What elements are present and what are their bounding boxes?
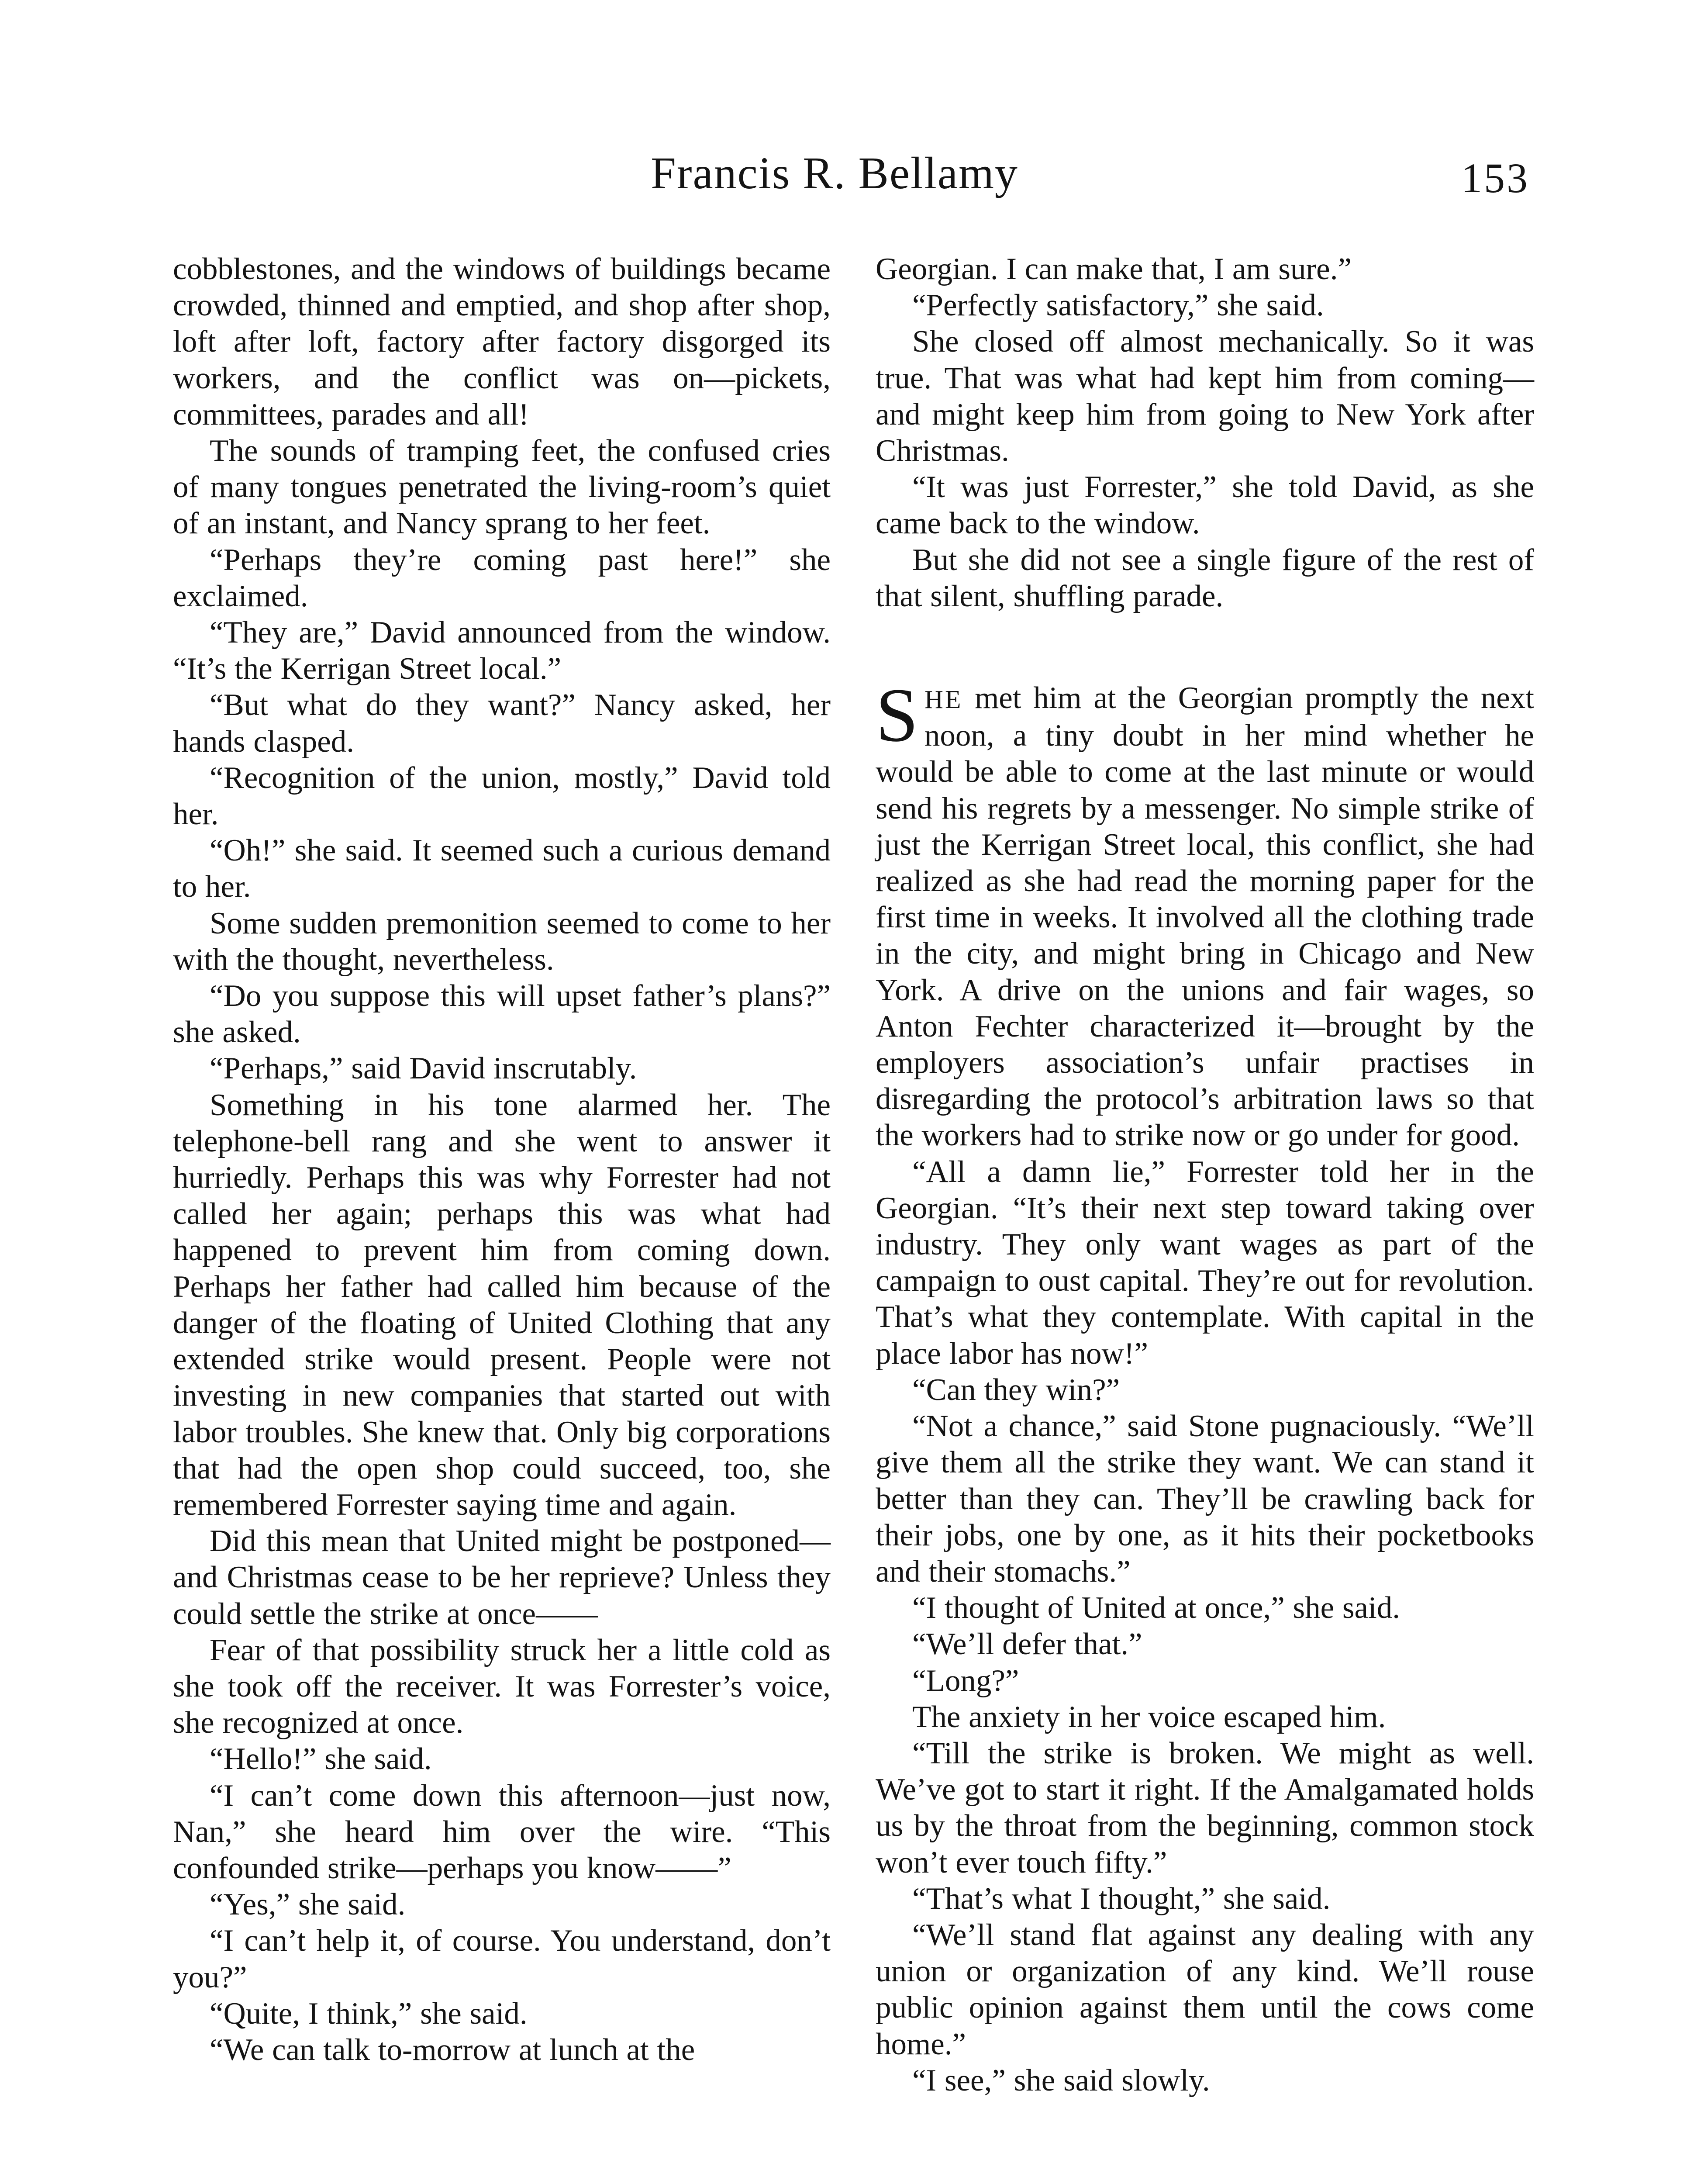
paragraph: “I thought of United at once,” she said. [912,1591,1400,1625]
paragraph: “Quite, I think,” she said. [210,1996,528,2031]
paragraph: “We’ll defer that.” [912,1627,1142,1662]
left-column [173,251,831,2068]
paragraph: Something in his tone alarmed her. The telephone-bell rang and she went to answer it hurriedly. Perhaps this was why Forrester had not called her again; perhaps this was what had happened to prevent him from coming down. Perhaps her father had called him because of the danger of the floating of United Clothing that any extended strike would present. People were not investing in new companies that started out with labor troubles. She knew that. Only big corporations that had the open shop could succeed, too, she remembered Forrester saying time and again. [173,1088,831,1522]
paragraph: “Till the strike is broken. We might as well. We’ve got to start it right. If the Amalgamated holds us by the throat from the beginning, common stock won’t ever touch fifty.” [876,1736,1534,1880]
paragraph: “It was just Forrester,” she told David, as she came back to the window. [876,470,1534,541]
page-number: 153 [1461,155,1529,201]
paragraph: “They are,” David announced from the window. “It’s the Kerrigan Street local.” [173,615,831,686]
paragraph: “Perhaps,” said David inscrutably. [210,1051,637,1086]
paragraph: The sounds of tramping feet, the confused cries of many tongues penetrated the living-room’s quiet of an instant, and Nancy sprang to her feet. [173,434,831,541]
paragraph: “Hello!” she said. [210,1742,432,1776]
paragraph: Georgian. I can make that, I am sure.” [876,252,1352,286]
paragraph: cobblestones, and the windows of buildings became crowded, thinned and emptied, and shop after shop, loft after loft, factory after factory disgorged its workers, and the conflict was on—pickets, committees, parades and all! [173,252,831,432]
paragraph: “I see,” she said slowly. [912,2063,1210,2098]
paragraph: “Perfectly satisfactory,” she said. [912,288,1324,323]
paragraph: “Do you suppose this will upset father’s plans?” she asked. [173,979,831,1050]
paragraph: “Yes,” she said. [210,1887,406,1922]
paragraph: Did this mean that United might be postponed—and Christmas cease to be her reprieve? Unless they could settle the strike at once—— [173,1524,831,1631]
section-opening-text: met him at the Georgian promptly the next noon, a tiny doubt in her mind whether he would be able to come at the last minute or would send his regrets by a messenger. No simple strike of just the Kerrigan Street local, this conflict, she had realized as she had read the morning paper for the first time in weeks. It involved all the clothing trade in the city, and might bring in Chicago and New York. A drive on the unions and fair wages, so Anton Fechter characterized it—brought by the employers association’s unfair practises in disregarding the protocol’s arbitration laws so that the workers had to strike now or go under for good. [876,681,1534,1153]
right-column [876,251,1534,2099]
paragraph: Some sudden premonition seemed to come to her with the thought, nevertheless. [173,906,831,977]
paragraph: “We can talk to-morrow at lunch at the [210,2032,695,2067]
paragraph: The anxiety in her voice escaped him. [912,1700,1386,1734]
drop-cap: S [876,673,918,758]
paragraph: But she did not see a single figure of the rest of that silent, shuffling parade. [876,543,1534,613]
paragraph: “I can’t help it, of course. You understand, don’t you?” [173,1924,831,1994]
paragraph: “I can’t come down this afternoon—just now, Nan,” she heard him over the wire. “This confounded strike—perhaps you know——” [173,1778,831,1885]
paragraph: “Oh!” she said. It seemed such a curious demand to her. [173,833,831,904]
paragraph: “That’s what I thought,” she said. [912,1881,1331,1916]
paragraph: “Not a chance,” said Stone pugnaciously. “We’ll give them all the strike they want. We can stand it better than they can. They’ll be crawling back for their jobs, one by one, as it hits their pocketbooks and their stomachs.” [876,1409,1534,1589]
paragraph: She closed off almost mechanically. So it was true. That was what had kept him from coming—and might keep him from going to New York after Christmas. [876,325,1534,468]
paragraph: Fear of that possibility struck her a little cold as she took off the receiver. It was Forrester’s voice, she recognized at once. [173,1633,831,1740]
paragraph: “Perhaps they’re coming past here!” she exclaimed. [173,543,831,613]
paragraph: “Long?” [912,1663,1019,1698]
paragraph: “Can they win?” [912,1372,1120,1407]
paragraph: “All a damn lie,” Forrester told her in the Georgian. “It’s their next step toward taking over industry. They only want wages as part of the campaign to oust capital. They’re out for revolution. That’s what they contemplate. With capital in the place labor has now!” [876,1154,1534,1371]
running-head: Francis R. Bellamy [651,148,1018,198]
small-caps-lead: HE [924,685,963,714]
paragraph: “We’ll stand flat against any dealing with any union or organization of any kind. We’ll rouse public opinion against them until the cows come home.” [876,1918,1534,2061]
section-opening-paragraph [876,673,1534,1154]
paragraph: “But what do they want?” Nancy asked, her hands clasped. [173,688,831,759]
paragraph: “Recognition of the union, mostly,” David told her. [173,760,831,832]
